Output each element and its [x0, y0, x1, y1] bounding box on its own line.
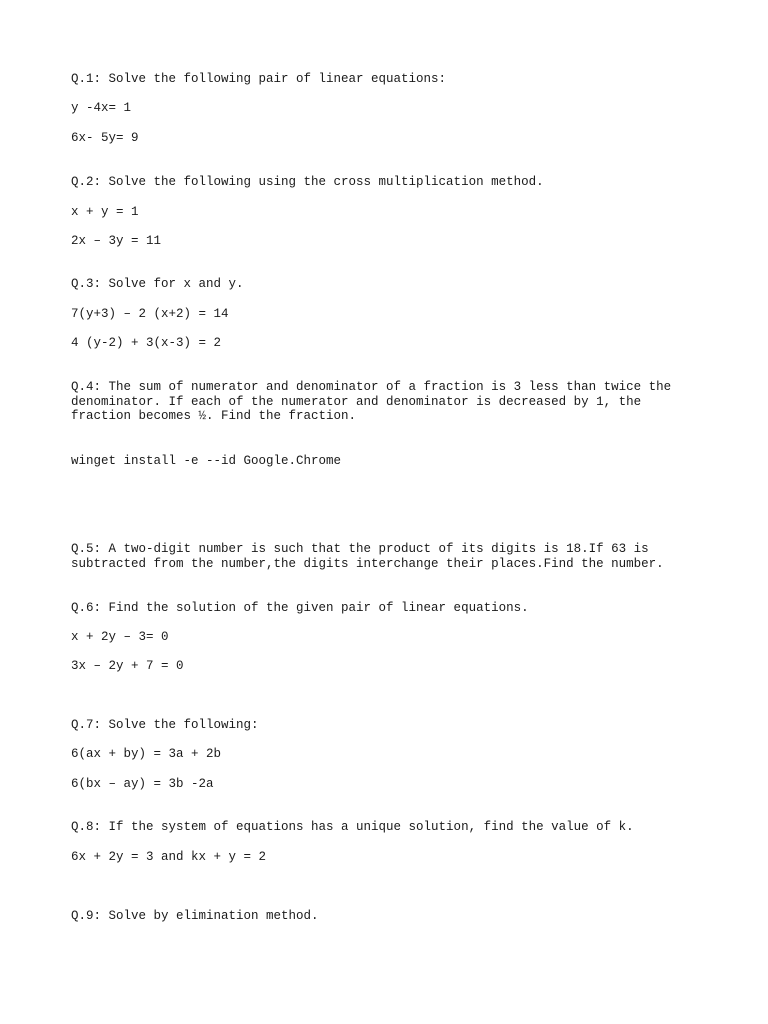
question-8-equation-1: 6x + 2y = 3 and kx + y = 2 — [71, 850, 267, 864]
question-6-equation-1: x + 2y – 3= 0 — [71, 630, 169, 644]
question-2: Q.2: Solve the following using the cross multiplication method. — [71, 175, 544, 189]
question-7-equation-1: 6(ax + by) = 3a + 2b — [71, 747, 222, 761]
question-7-equation-2: 6(bx – ay) = 3b -2a — [71, 777, 214, 791]
question-8: Q.8: If the system of equations has a unique solution, find the value of k. — [71, 820, 634, 834]
question-1-equation-1: y -4x= 1 — [71, 101, 132, 115]
question-3: Q.3: Solve for x and y. — [71, 277, 244, 291]
question-9: Q.9: Solve by elimination method. — [71, 909, 319, 923]
question-1: Q.1: Solve the following pair of linear equations: — [71, 72, 447, 86]
question-6: Q.6: Find the solution of the given pair of linear equations. — [71, 601, 529, 615]
question-2-equation-2: 2x – 3y = 11 — [71, 234, 162, 248]
question-6-equation-2: 3x – 2y + 7 = 0 — [71, 659, 184, 673]
question-5: Q.5: A two-digit number is such that the product of its digits is 18.If 63 is subtracted from the number,the digits interchange their places.Find the number. — [71, 542, 664, 571]
question-7: Q.7: Solve the following: — [71, 718, 259, 732]
question-2-equation-1: x + y = 1 — [71, 205, 139, 219]
question-4: Q.4: The sum of numerator and denominator of a fraction is 3 less than twice the denominator. If each of the numerator and denominator is decreased by 1, the fraction becomes ½. Find the fraction. — [71, 380, 679, 423]
install-command: winget install -e --id Google.Chrome — [71, 454, 342, 468]
question-3-equation-1: 7(y+3) – 2 (x+2) = 14 — [71, 307, 229, 321]
question-1-equation-2: 6x- 5y= 9 — [71, 131, 139, 145]
question-3-equation-2: 4 (y-2) + 3(x-3) = 2 — [71, 336, 222, 350]
